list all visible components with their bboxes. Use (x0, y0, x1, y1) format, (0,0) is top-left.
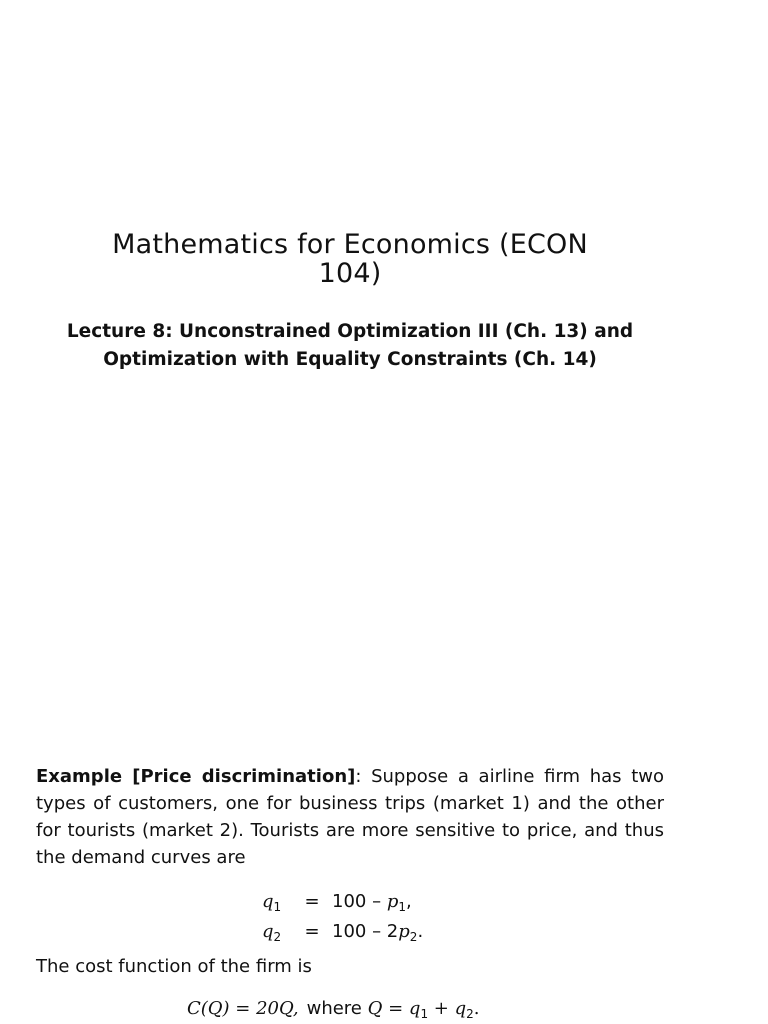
example-colon: : (355, 766, 362, 787)
slide-title (40, 230, 660, 288)
equation-rhs: $100 - p_1$, (332, 891, 412, 914)
demand-equations (262, 887, 423, 947)
example-text: Suppose a airline firm has two types of customers, one for business trips (market 1) and the other for tourists (market 2). Tourists are more sensitive to price, and thus the demand curves are (36, 766, 664, 868)
example-paragraph (36, 763, 664, 871)
title-line-2: 104) (318, 258, 382, 289)
equation-lhs: $q_1$ (262, 891, 282, 914)
lecture-subtitle (30, 318, 670, 374)
example-label: Example [Price discrimination] (36, 766, 356, 787)
demand-equation-2 (262, 917, 423, 947)
equation-lhs: $q_2$ (262, 921, 282, 944)
demand-equation-1 (262, 887, 423, 917)
where-word: where (306, 998, 362, 1019)
equals-sign: = (304, 891, 320, 912)
cost-intro: The cost function of the firm is (36, 956, 312, 977)
equals-sign: = (304, 921, 320, 942)
subtitle-line-1: Lecture 8: Unconstrained Optimization III (Ch. 13) and (66, 321, 634, 342)
subtitle-line-2: Optimization with Equality Constraints (Ch. 14) (103, 349, 597, 370)
cost-expression: C(Q) = 20Q, (187, 998, 299, 1019)
quantity-expression: $Q = q_1 + q_2$. (367, 998, 480, 1021)
cost-function-formula (187, 995, 480, 1022)
equation-rhs: $100 - 2p_2$. (332, 921, 424, 944)
title-line-1: Mathematics for Economics (ECON (112, 229, 588, 260)
